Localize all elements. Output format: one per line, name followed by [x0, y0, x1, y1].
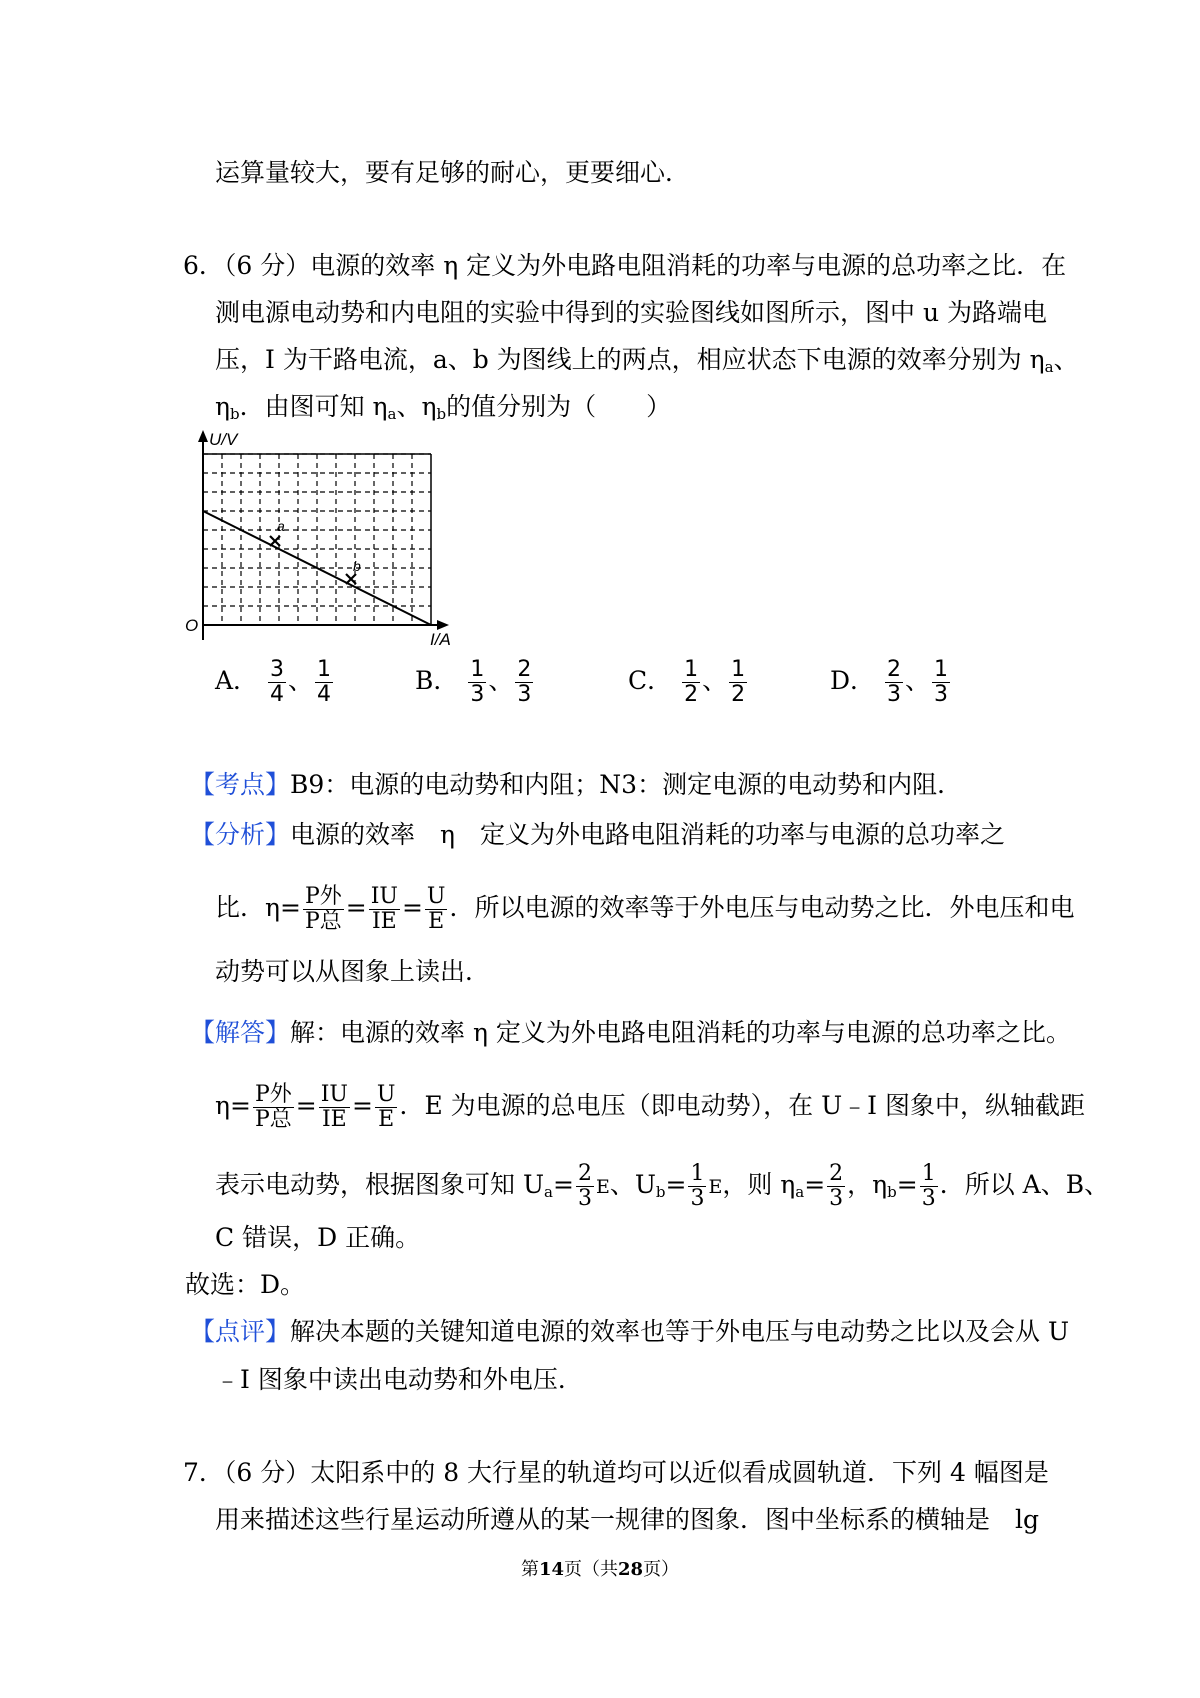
numerator: 1: [921, 1161, 936, 1186]
q6-sub-a: a: [1044, 358, 1054, 376]
numerator: P外: [304, 884, 342, 909]
jieda-then: ，则 η: [722, 1170, 796, 1199]
previous-answer-line: 运算量较大，要有足够的耐心，更要细心．: [215, 158, 691, 187]
numerator: 1: [731, 657, 746, 682]
jieda-text-3b: ．所以 A、B、: [939, 1170, 1110, 1199]
denominator: 3: [829, 1186, 844, 1211]
page-number: 14: [538, 1559, 564, 1580]
q7-number: 7．: [183, 1458, 224, 1487]
emf-symbol: E: [595, 1176, 610, 1198]
fraction: [268, 658, 286, 707]
fenxi-text-2: ．所以电源的效率等于外电压与电动势之比．外电压和电: [449, 893, 1075, 922]
sub-a: a: [795, 1183, 805, 1201]
dianping-tag: 【点评】: [190, 1317, 291, 1346]
y-axis-label: U/V: [209, 430, 238, 449]
fenxi-tag: 【分析】: [190, 820, 291, 849]
separator: 、: [488, 666, 514, 695]
origin-label: O: [185, 616, 199, 635]
denominator: E: [428, 909, 445, 934]
equals: =: [351, 1091, 373, 1120]
fraction: [303, 885, 344, 934]
fraction: [885, 658, 903, 707]
denominator: 3: [934, 682, 949, 707]
fraction: [920, 1162, 938, 1211]
fenxi-text-1: 电源的效率 η 定义为外电路电阻消耗的功率与电源的总功率之: [290, 820, 1005, 849]
q6-sub-a2: a: [387, 405, 397, 423]
denominator: 3: [577, 1186, 592, 1211]
fraction: [253, 1083, 294, 1132]
point-b-label: b: [353, 558, 361, 574]
fraction: [369, 885, 400, 934]
option-d[interactable]: [830, 658, 952, 707]
x-axis-arrow: [437, 620, 449, 630]
jieda-line-2: [215, 1083, 1085, 1132]
equals: =: [896, 1170, 918, 1199]
numerator: 2: [577, 1161, 592, 1186]
q6-number: 6．: [183, 251, 224, 280]
denominator: E: [378, 1107, 395, 1132]
numerator: U: [376, 1082, 396, 1107]
numerator: IU: [320, 1082, 348, 1107]
equals: =: [345, 893, 367, 922]
fenxi-line-1: [190, 818, 1005, 852]
fraction: [375, 1083, 398, 1132]
point-a-label: a: [277, 518, 285, 534]
page-footer: [0, 1555, 1200, 1581]
fenxi-eta-eq: 比．η=: [215, 893, 301, 922]
denominator: 3: [517, 682, 532, 707]
footer-post: 页）: [643, 1559, 680, 1580]
fraction: [319, 1083, 350, 1132]
denominator: 3: [470, 682, 485, 707]
x-axis-label: I/A: [430, 630, 451, 649]
q7-line-2: 用来描述这些行星运动所遵从的某一规律的图象．图中坐标系的横轴是 lg: [215, 1505, 1040, 1534]
fraction: [515, 658, 533, 707]
kaodian-text: B9：电源的电动势和内阻；N3：测定电源的电动势和内阻．: [290, 770, 963, 799]
fraction: [315, 658, 333, 707]
denominator: P总: [254, 1107, 292, 1132]
option-a[interactable]: [215, 658, 335, 707]
denominator: IE: [371, 909, 397, 934]
denominator: 4: [270, 682, 285, 707]
fraction: [425, 885, 448, 934]
emf-symbol: E: [708, 1176, 723, 1198]
q7-text-1: （6 分）太阳系中的 8 大行星的轨道均可以近似看成圆轨道．下列 4 幅图是: [223, 1458, 1049, 1487]
denominator: 2: [731, 682, 746, 707]
option-b[interactable]: [415, 658, 535, 707]
denominator: 3: [690, 1186, 705, 1211]
denominator: 3: [887, 682, 901, 707]
q6-eta: η: [215, 392, 230, 421]
fraction: [682, 658, 700, 707]
separator: 、: [288, 666, 314, 695]
footer-mid: 页（共: [564, 1559, 618, 1580]
separator: 、: [702, 666, 728, 695]
numerator: 2: [517, 657, 532, 682]
point-a-marker: [270, 536, 280, 546]
option-letter: B．: [415, 666, 459, 695]
option-letter: A．: [215, 666, 259, 695]
q7-line-1: [183, 1456, 1049, 1490]
fraction: [688, 1162, 706, 1211]
answer-line: 故选：D。: [185, 1270, 306, 1299]
jieda-sep-1: 、U: [609, 1170, 656, 1199]
numerator: 2: [887, 657, 901, 682]
q6-text-4-mid: ．由图可知 η: [239, 392, 388, 421]
sub-b: b: [887, 1183, 897, 1201]
q6-sub-b2: b: [436, 405, 447, 423]
q6-line-4: [215, 390, 671, 431]
graph-grid: [203, 454, 431, 625]
dianping-text-1: 解决本题的关键知道电源的效率也等于外电压与电动势之比以及会从 U: [290, 1317, 1070, 1346]
jieda-sep-2: ，η: [847, 1170, 888, 1199]
jieda-text-1: 解：电源的效率 η 定义为外电路电阻消耗的功率与电源的总功率之比。: [290, 1018, 1071, 1047]
jieda-tag: 【解答】: [190, 1018, 291, 1047]
u-i-graph: [185, 430, 455, 650]
total-pages: 28: [618, 1559, 644, 1580]
numerator: P外: [254, 1082, 292, 1107]
equals: =: [665, 1170, 687, 1199]
jieda-text-2: ．E 为电源的总电压（即电动势），在 U﹣I 图象中，纵轴截距: [399, 1091, 1085, 1120]
equals: =: [804, 1170, 826, 1199]
fenxi-line-3: 动势可以从图象上读出．: [215, 957, 491, 986]
separator: 、: [905, 666, 931, 695]
jieda-text-3a: 表示电动势，根据图象可知 U: [215, 1170, 545, 1199]
denominator: 4: [317, 682, 332, 707]
denominator: P总: [304, 909, 342, 934]
numerator: 1: [690, 1161, 705, 1186]
q6-text-3: 压，I 为干路电流，a、b 为图线上的两点，相应状态下电源的效率分别为 η: [215, 345, 1045, 374]
footer-pre: 第: [520, 1559, 539, 1580]
q6-line-3: [215, 343, 1079, 384]
jieda-line-4: C 错误，D 正确。: [215, 1223, 421, 1252]
option-c[interactable]: [628, 658, 749, 707]
numerator: 1: [934, 657, 949, 682]
dianping-line-2: ﹣I 图象中读出电动势和外电压．: [215, 1365, 583, 1394]
jieda-line-3: [215, 1162, 1109, 1211]
q6-text-4-end: 的值分别为（ ）: [446, 392, 672, 421]
jieda-line-1: [190, 1016, 1071, 1050]
sub-b: b: [655, 1183, 666, 1201]
numerator: IU: [370, 884, 398, 909]
numerator: U: [426, 884, 446, 909]
q6-text-3-end: 、: [1053, 345, 1079, 374]
option-letter: D．: [830, 666, 876, 695]
point-b-marker: [346, 574, 356, 584]
sub-a: a: [544, 1183, 553, 1201]
numerator: 1: [684, 657, 699, 682]
option-letter: C．: [628, 666, 673, 695]
fraction: [932, 658, 950, 707]
q6-text-1: （6 分）电源的效率 η 定义为外电路电阻消耗的功率与电源的总功率之比．在: [223, 251, 1067, 280]
kaodian-tag: 【考点】: [190, 770, 291, 799]
denominator: 2: [684, 682, 699, 707]
q6-text-4-sep: 、η: [396, 392, 437, 421]
q6-line-2: 测电源电动势和内电阻的实验中得到的实验图线如图所示，图中 u 为路端电: [215, 298, 1047, 327]
denominator: 3: [921, 1186, 936, 1211]
kaodian-line: [190, 768, 962, 802]
dianping-line-1: [190, 1315, 1069, 1349]
q6-line-1: [183, 249, 1066, 283]
denominator: IE: [321, 1107, 347, 1132]
equals: =: [295, 1091, 317, 1120]
jieda-eta-eq: η=: [215, 1091, 251, 1120]
fraction: [576, 1162, 594, 1211]
equals: =: [401, 893, 423, 922]
numerator: 1: [470, 657, 485, 682]
equals: =: [552, 1170, 574, 1199]
fraction: [468, 658, 486, 707]
numerator: 1: [317, 657, 332, 682]
fraction: [729, 658, 747, 707]
q6-sub-b: b: [229, 405, 240, 423]
fenxi-line-2: [215, 885, 1074, 934]
numerator: 2: [829, 1161, 844, 1186]
numerator: 3: [270, 657, 285, 682]
y-axis-arrow: [198, 430, 208, 442]
fraction: [827, 1162, 845, 1211]
